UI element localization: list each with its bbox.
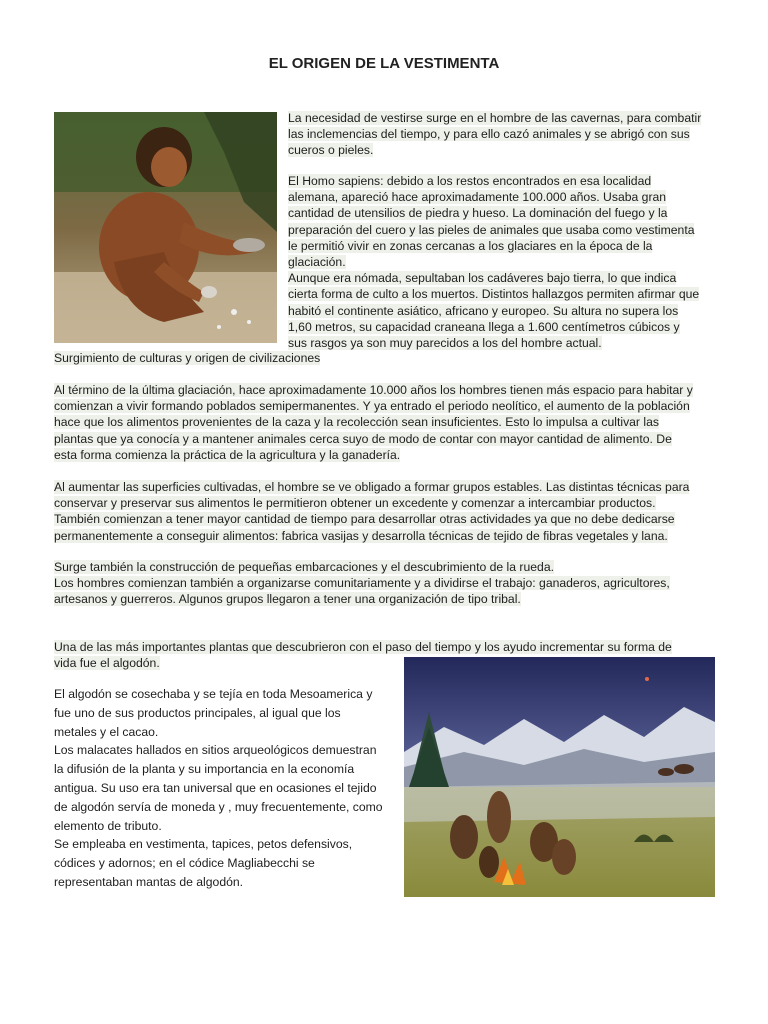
cultivation-paragraph: Al aumentar las superficies cultivadas, el hombre se ve obligado a formar grupos estables. Las distintas técnicas para conservar y preservar sus alimentos le permitieron obtener un excedente y comenzar a intercambiar productos. También comienzan a tener mayor cantidad de tiempo para desarrollar otras actividades ya que no debe dedicarse permanentemente a conseguir alimentos: fabrica vasijas y desarrolla técnicas de tejido de fibras vegetales y lana. bbox=[54, 480, 690, 543]
glaciation-paragraph: Al término de la última glaciación, hace aproximadamente 10.000 años los hombres tienen más espacio para habitar y comienzan a vivir formando poblados semipermanentes. Y ya entrado el periodo neolítico, el aumento de la población hace que los alimentos provenientes de la caza y la recolección sean insuficientes. Esto lo impulsa a cultivar las plantas que ya conocía y a mantener animales cerca suyo de modo de contar con mayor cantidad de alimento. De esta forma comienza la práctica de la agricultura y la ganadería. bbox=[54, 383, 693, 462]
homo-sapiens-paragraph: El Homo sapiens: debido a los restos encontrados en esa localidad alemana, apareció hace aproximadamente 100.000 años. Usaba gran cantidad de utensilios de piedra y hueso. La dominación del fuego y la preparación del cuero y las pieles de animales que usaba como vestimenta le permitió vivir en zonas cercanas a los glaciares en la época de la glaciación. Aunque era nómada, sepultaban los cadáveres bajo tierra, lo que indica cierta forma de culto a los muertos. Distintos hallazgos permiten afirmar que habitó el continente asiático, africano y europeo. Su altura no supera los 1,60 metros, su capacidad craneana llega a 1.600 centímetros cúbicos y sus rasgos ya son muy parecidos a los del hombre actual. bbox=[288, 174, 700, 351]
intro-paragraph: La necesidad de vestirse surge en el hombre de las cavernas, para combatir las inclemencias del tiempo, y para ello cazó animales y se abrigó con sus cueros o pieles. bbox=[288, 111, 702, 158]
campsite-illustration bbox=[404, 657, 715, 897]
section-subheading: Surgimiento de culturas y origen de civilizaciones bbox=[54, 351, 321, 365]
organization-paragraph: Surge también la construcción de pequeñas embarcaciones y el descubrimiento de la rueda. Los hombres comienzan también a organizarse comunitariamente y a dividirse el trabajo: ganaderos, agricultores, artesanos y guerreros. Algunos grupos llegaron a tener una organización de tipo tribal. bbox=[54, 560, 670, 607]
document-title: EL ORIGEN DE LA VESTIMENTA bbox=[268, 55, 500, 72]
caveman-illustration bbox=[54, 112, 277, 343]
cotton-intro-paragraph: Una de las más importantes plantas que descubrieron con el paso del tiempo y los ayudo incrementar su forma de vida fue el algodón. bbox=[54, 640, 672, 671]
cotton-paragraph: El algodón se cosechaba y se tejía en toda Mesoamerica y fue uno de sus productos principales, al igual que los metales y el cacao. Los malacates hallados en sitios arqueológicos demuestran la difusión de la planta y su importancia en la economía antigua. Su uso era tan universal que en ocasiones el tejido de algodón servía de moneda y , muy frecuentemente, como elemento de tributo. Se empleaba en vestimenta, tapices, petos defensivos, códices y adornos; en el códice Magliabecchi se representaban mantas de algodón. bbox=[54, 687, 383, 889]
